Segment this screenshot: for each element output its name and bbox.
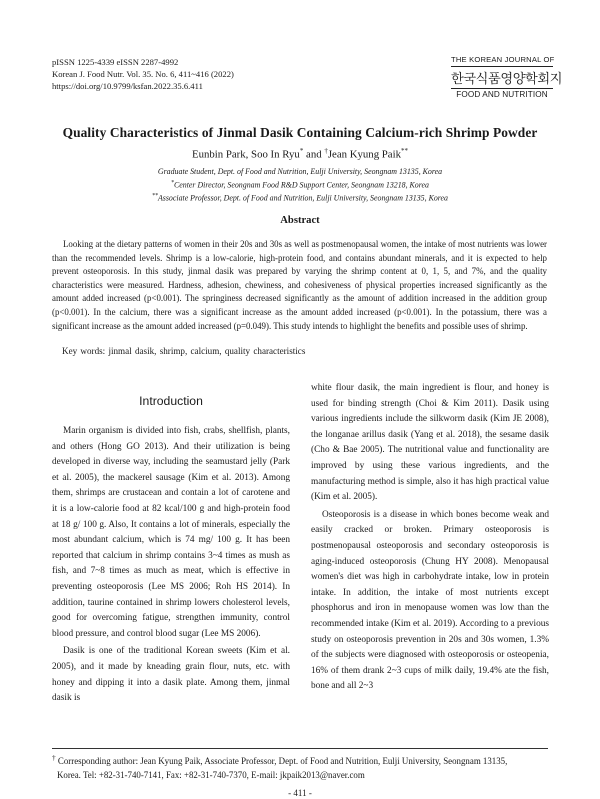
affiliation-1 <box>0 167 600 176</box>
affiliation-2-text: Center Director, Seongnam Food R&D Support Center, Seongnam 13218, Korea <box>174 180 429 190</box>
paragraph: Osteoporosis is a disease in which bones become weak and easily cracked or broken. Primary osteoporosis is postmenopausal osteoporosis and secondary osteoporosis is aging-induced osteoporosis (Chung HY 2008). Menopausal women's diet was high in carbohydrate intake, low in protein intake. In addition, the intake of most nutrients except phosphorus and iron in menopause women was low than the recommended intake (Kim et al. 2019). According to a previous study on osteoporosis prevention in 20s and 30s women, 1.3% of the subjects were diagnosed with osteoporosis or osteopenia, 16% of them drank 2~3 cups of milk daily, 19.4% ate the fish, bone and all 2~3 <box>311 509 549 692</box>
corresponding-footnote <box>52 751 548 782</box>
author-name-corresponding: Jean Kyung Paik <box>327 148 401 161</box>
abstract-heading: Abstract <box>280 215 320 226</box>
doi-link[interactable]: https://doi.org/10.9799/ksfan.2022.35.6.411 <box>52 81 203 92</box>
journal-name-korean: 한국식품영양학회지 <box>451 67 553 89</box>
abstract-text: Looking at the dietary patterns of women in their 20s and 30s as well as postmenopausal women, the intake of most nutrients was lower than the recommended levels. Shrimp is a low-calorie, high-protein food, and contains abundant minerals, and it is expected to help prevent osteoporosis. In this study, jinmal dasik was prepared by varying the shrimp content at 0, 1, 5, and 7%, and the quality characteristics were measured. Hardness, adhesion, chewiness, and cohesiveness of physical properties increased significantly as the amount added increased (p<0.001). The springiness decreased significantly as the amount of addition increased in the addition group (p<0.001). In the calcium, there was a significant increase as the amount added increased (p<0.001). In the potassium, there was a significant increase as the amount added increased (p=0.049). This study intends to highlight the benefits and possible uses of shrimp. <box>52 239 547 331</box>
citation-header <box>52 56 234 93</box>
introduction-heading: Introduction <box>139 394 203 408</box>
issn-line: pISSN 1225-4339 eISSN 2287-4992 <box>52 57 179 67</box>
journal-name-bottom: FOOD AND NUTRITION <box>456 90 548 99</box>
left-column <box>52 424 290 707</box>
author-line <box>0 147 600 161</box>
paragraph: Marin organism is divided into fish, crabs, shellfish, plants, and others (Hong GO 2013). And their utilization is being developed in diverse way, including the seamustard jelly (Park et al. 2005), the mackerel sausage (Kim et al. 2013). Among them, shrimps are crustacean and contain a lot of carotene and it is a low-calorie food at 82 kcal/100 g and high-protein food at 18 g/ 100 g. Also, It contains a lot of minerals, especially the most abundant calcium, which is 74 mg/ 100 g. It has been reported that calcium in shrimp contains 3~4 times as mush as fish, and 7~8 times as much as meat, which is effective in preventing osteoporosis (Lee MS 2006; Roh HS 2014). In addition, taurine contained in shrimp lowers cholesterol levels, good for overcoming fatigue, strengthen immunity, control blood pressure, and control blood sugar (Lee MS 2006). <box>52 426 290 639</box>
affiliation-2 <box>0 180 600 190</box>
footnote-line-2: Korea. Tel: +82-31-740-7141, Fax: +82-31-740-7370, E-mail: jkpaik2013@naver.com <box>57 769 365 780</box>
right-column <box>311 381 549 695</box>
author-mark-1: * <box>299 147 304 155</box>
affiliation-3-text: Associate Professor, Dept. of Food and Nutrition, Eulji University, Seongnam 13135, Korea <box>157 193 449 203</box>
journal-logo <box>451 55 563 99</box>
author-and: and <box>303 148 325 161</box>
paper-title: Quality Characteristics of Jinmal Dasik Containing Calcium-rich Shrimp Powder <box>62 125 538 140</box>
author-names-1: Eunbin Park, Soo In Ryu <box>191 148 300 161</box>
footnote-line-1: Corresponding author: Jean Kyung Paik, Associate Professor, Dept. of Food and Nutrition, Eulji University, Seongnam 13135, <box>57 755 508 766</box>
footnote-mark: † <box>52 753 56 762</box>
page-number: - 411 - <box>288 788 312 798</box>
corresponding-mark: † <box>324 147 328 155</box>
affiliation-3-mark: ** <box>151 193 158 199</box>
footnote-divider <box>52 748 548 749</box>
affiliation-2-mark: * <box>171 180 175 186</box>
keywords: Key words: jinmal dasik, shrimp, calcium, quality characteristics <box>62 346 306 356</box>
author-mark-2: ** <box>401 147 408 155</box>
citation-line: Korean J. Food Nutr. Vol. 35. No. 6, 411~416 (2022) <box>52 69 234 80</box>
affiliation-1-text: Graduate Student, Dept. of Food and Nutrition, Eulji University, Seongnam 13135, Korea <box>157 167 443 176</box>
paragraph: Dasik is one of the traditional Korean sweets (Kim et al. 2005), and it made by kneading grain flour, nuts, etc. with honey and dipping it into a dasik plate. Among them, jinmal dasik is <box>52 646 290 704</box>
affiliation-3 <box>0 193 600 203</box>
paragraph: white flour dasik, the main ingredient is flour, and honey is used for binding strength (Choi & Kim 2011). Dasik using various ingredients include the silkworm dasik (Kim JE 2008), the longanae arillus dasik (Yang et al. 2018), the sesame dasik (Cho & Bae 2005). The nutritional value and functionality are improved by using these various ingredients, and the manufacturing method is simple, also it has high practical value (Kim et al. 2005). <box>311 383 549 503</box>
journal-name-top: THE KOREAN JOURNAL OF <box>451 55 553 67</box>
